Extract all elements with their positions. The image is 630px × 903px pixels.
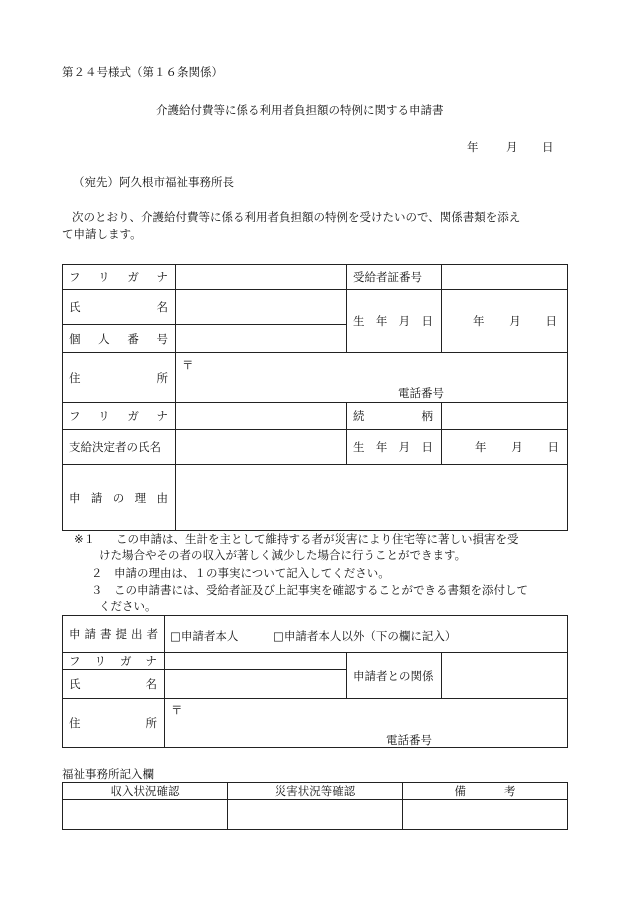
label-char: 出	[131, 627, 143, 641]
label-char: 考	[504, 784, 516, 798]
submitter-name-label-cell	[63, 670, 165, 699]
label-char: 請	[84, 627, 96, 641]
income-check-input[interactable]	[63, 800, 228, 830]
birth-date-label-cell	[347, 290, 442, 353]
label-char: 所	[156, 370, 168, 385]
label-char: ナ	[145, 654, 157, 668]
label-char: 氏	[69, 300, 81, 314]
month-label: 月	[511, 440, 523, 454]
label-char: 提	[115, 627, 127, 641]
decided-person-label-cell	[63, 430, 176, 465]
applicant-table	[62, 264, 568, 531]
disaster-check-header: 災害状況等確認	[228, 783, 403, 800]
label-char: 住	[69, 370, 81, 385]
label-char: リ	[98, 409, 110, 423]
note1-mark: ※１	[74, 532, 96, 546]
label-char: 住	[69, 716, 81, 730]
furigana-input[interactable]	[176, 265, 347, 290]
submitter-address-input[interactable]	[165, 699, 568, 748]
birth-date2-label-cell	[347, 430, 442, 465]
reason-input[interactable]	[176, 465, 568, 531]
office-table	[62, 782, 568, 830]
decided-person-label: 支給決定者の氏名	[69, 440, 161, 454]
income-check-header: 収入状況確認	[63, 783, 228, 800]
intro-line-2: て申請します。	[62, 227, 142, 241]
label-char: 人	[98, 331, 110, 346]
submitter-table	[62, 615, 568, 748]
label-char: 名	[156, 300, 168, 314]
relation-input[interactable]	[442, 403, 568, 430]
addressee: （宛先）阿久根市福祉事務所長	[73, 175, 234, 189]
label-char: ガ	[120, 654, 132, 668]
name-label-cell	[63, 290, 176, 325]
date-month-label: 月	[506, 140, 518, 154]
label-char: フ	[69, 654, 81, 668]
furigana-label-cell	[63, 265, 176, 290]
label-char: ナ	[156, 409, 168, 423]
label-char: 備	[454, 784, 466, 798]
year-label: 年	[473, 314, 485, 328]
remarks-header	[403, 783, 568, 800]
relation-to-applicant-input[interactable]	[442, 653, 568, 699]
form-number: 第２４号様式（第１６条関係）	[62, 65, 223, 79]
note3-line2: ください。	[99, 599, 157, 613]
address-input[interactable]	[176, 353, 568, 403]
note1-line1: この申請は、生計を主として維持する者が災害により住宅等に著しい損害を受	[116, 532, 519, 546]
label-char: 申	[69, 490, 81, 505]
submitter-name-input[interactable]	[165, 670, 347, 699]
relation-to-applicant-label: 申請者との関係	[353, 668, 434, 683]
address-label-cell	[63, 353, 176, 403]
submitter-label-cell	[63, 616, 165, 653]
label-char: 月	[398, 314, 411, 328]
furigana2-label-cell	[63, 403, 176, 430]
label-char: 生	[353, 440, 365, 454]
label-char: 所	[145, 716, 157, 730]
label-char: 日	[421, 440, 433, 454]
submitter-phone-label: 電話番号	[386, 733, 432, 747]
submitter-options-cell	[165, 616, 568, 653]
label-char: フ	[69, 409, 81, 423]
label-char: 日	[421, 314, 433, 328]
recipient-cert-label-cell	[347, 265, 442, 290]
label-char: 個	[69, 331, 81, 346]
personal-number-label-cell	[63, 325, 176, 353]
label-char: 月	[398, 440, 411, 454]
label-char: 年	[375, 440, 388, 454]
submitter-furigana-label-cell	[63, 653, 165, 670]
personal-number-input[interactable]	[176, 325, 347, 353]
submitter-address-label-cell	[63, 699, 165, 748]
label-char: フ	[69, 270, 81, 284]
recipient-cert-input[interactable]	[442, 265, 568, 290]
day-label: 日	[547, 440, 559, 454]
label-char: 申	[69, 627, 81, 641]
option-self-checkbox[interactable]: □申請者本人	[170, 629, 239, 643]
year-label: 年	[475, 440, 487, 454]
furigana2-input[interactable]	[176, 403, 347, 430]
label-char: の	[112, 490, 125, 505]
label-char: 番	[127, 331, 139, 346]
option-other-checkbox[interactable]: □申請者本人以外（下の欄に記入）	[273, 629, 457, 643]
date-year-label: 年	[467, 140, 479, 154]
label-char: 生	[353, 314, 365, 328]
phone-label: 電話番号	[398, 386, 444, 400]
note3-line1: ３ この申請書には、受給者証及び上記事実を確認することができる書類を添付して	[91, 583, 528, 597]
form-title: 介護給付費等に係る利用者負担額の特例に関する申請書	[156, 103, 444, 117]
label-char: リ	[98, 270, 110, 284]
month-label: 月	[509, 314, 521, 328]
recipient-cert-label: 受給者証番号	[353, 270, 422, 284]
date-day-label: 日	[542, 140, 554, 154]
disaster-check-input[interactable]	[228, 800, 403, 830]
submitter-postal-mark: 〒	[171, 703, 183, 717]
relation-label-cell	[347, 403, 442, 430]
birth-date-input[interactable]	[442, 290, 568, 353]
day-label: 日	[545, 314, 557, 328]
label-char: ガ	[127, 409, 139, 423]
label-char: 由	[156, 490, 168, 505]
intro-line-1: 次のとおり、介護給付費等に係る利用者負担額の特例を受けたいので、関係書類を添え	[72, 210, 521, 224]
label-char: ナ	[156, 270, 168, 284]
note2: ２ 申請の理由は、１の事実について記入してください。	[91, 566, 390, 580]
birth-date2-input[interactable]	[442, 430, 568, 465]
note1-line2: けた場合やその者の収入が著しく減少した場合に行うことができます。	[99, 548, 467, 562]
decided-person-input[interactable]	[176, 430, 347, 465]
label-char: 請	[90, 490, 103, 505]
office-section-heading: 福祉事務所記入欄	[62, 767, 154, 781]
name-input[interactable]	[176, 290, 347, 325]
label-char: 者	[146, 627, 158, 641]
label-char: 柄	[421, 409, 433, 423]
label-char: ガ	[127, 270, 139, 284]
label-char: 書	[100, 627, 112, 641]
label-char: 年	[375, 314, 388, 328]
relation-to-applicant-label-cell	[347, 653, 442, 699]
reason-label-cell	[63, 465, 176, 531]
label-char: 号	[156, 331, 168, 346]
postal-mark: 〒	[182, 358, 194, 372]
remarks-input[interactable]	[403, 800, 568, 830]
label-char: 名	[145, 677, 157, 691]
submitter-furigana-input[interactable]	[165, 653, 347, 670]
label-char: 氏	[69, 677, 81, 691]
label-char: リ	[94, 654, 106, 668]
label-char: 続	[353, 409, 365, 423]
label-char: 理	[134, 490, 147, 505]
